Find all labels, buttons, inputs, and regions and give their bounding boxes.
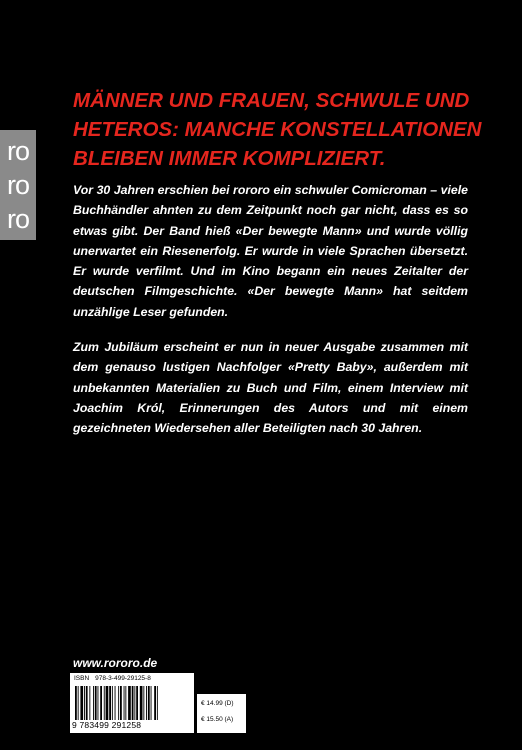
logo-line: ro (6, 170, 29, 200)
blurb-paragraph: Zum Jubiläum erscheint er nun in neuer Ausgabe zusammen mit dem genauso lustigen Nachfolger «Pretty Baby», außerdem mit unbekannten Materialien zu Buch und Film, einem Interview mit Joachim Król, Erinnerungen des Autors und mit einem gezeichneten Wiedersehen aller Beteiligten nach 30 Jahren. (73, 340, 468, 436)
rororo-logo (0, 130, 36, 240)
price-austria: € 15.50 (A) (201, 716, 234, 723)
blurb-paragraph: Vor 30 Jahren erschien bei rororo ein schwuler Comicroman – viele Buchhändler ahnten zu dem Zeitpunkt noch gar nicht, dass es so etwas gibt. Der Band hieß «Der bewegte Mann» und wurde völlig unerwartet ein Riesenerfolg. Er wurde in viele Sprachen übersetzt. Er wurde verfilmt. Und im Kino begann ein neues Zeitalter der deutschen Filmgeschichte. «Der bewegte Mann» hat seitdem unzählige Leser gefunden. (73, 183, 468, 319)
barcode-block (70, 673, 194, 733)
price-germany: € 14.99 (D) (201, 700, 234, 707)
price-block (197, 694, 246, 733)
isbn-label: ISBN (74, 675, 90, 682)
logo-line: ro (6, 136, 29, 166)
barcode-image (74, 686, 190, 720)
isbn-line (74, 675, 151, 682)
headline: MÄNNER UND FRAUEN, SCHWULE UND HETEROS: MANCHE KONSTELLATIONEN BLEIBEN IMMER KOMPLIZIERT. (73, 89, 482, 170)
isbn-number: 978-3-499-29125-8 (95, 675, 151, 682)
ean-digits: 9 783499 291258 (72, 720, 142, 730)
website-link[interactable]: www.rororo.de (73, 656, 158, 670)
logo-line: ro (6, 204, 29, 234)
